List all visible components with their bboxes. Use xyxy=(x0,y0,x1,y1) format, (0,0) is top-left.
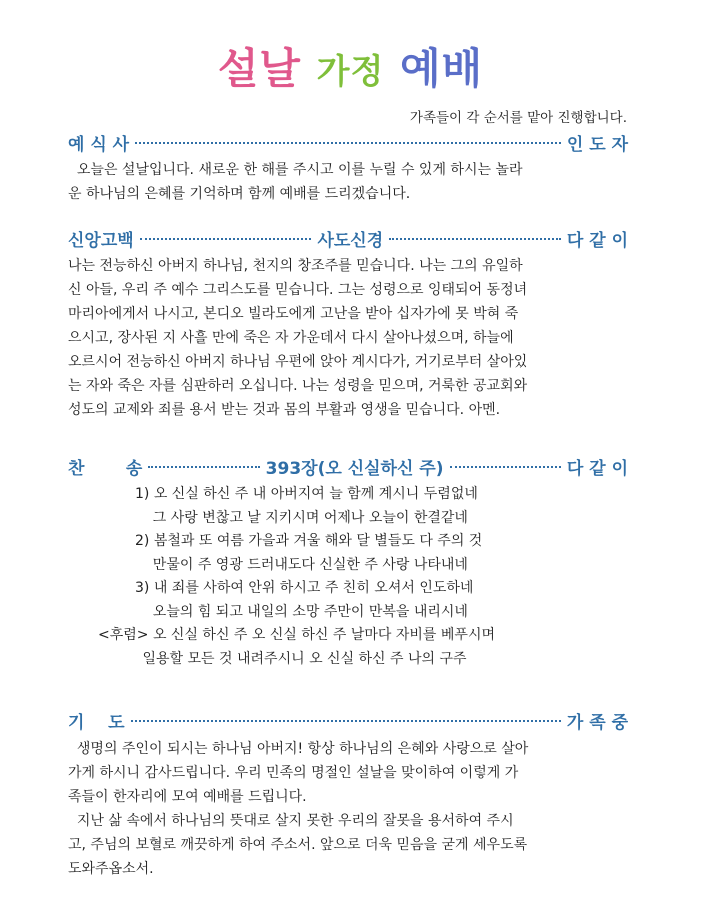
dotted-leader xyxy=(148,466,259,468)
section-role: 다 같 이 xyxy=(566,458,628,479)
text-line: 족들이 한자리에 모여 예배를 드립니다. xyxy=(68,789,307,805)
section-label: 예 식 사 xyxy=(68,134,130,155)
text-line: 성도의 교제와 죄를 용서 받는 것과 몸의 부활과 영생을 믿습니다. 아멘. xyxy=(68,402,501,418)
section-title: 사도신경 xyxy=(317,230,384,251)
lyric-line: 그 사랑 변찮고 날 지키시며 어제나 오늘이 한결같네 xyxy=(135,509,468,526)
text-line: 지난 삶 속에서 하나님의 뜻대로 살지 못한 우리의 잘못을 용서하여 주시 xyxy=(68,813,514,829)
text-line: 오르시어 전능하신 아버지 하나님 우편에 앉아 계시다가, 거기로부터 살아있 xyxy=(68,354,528,370)
section-role: 다 같 이 xyxy=(566,230,629,251)
text-line: 나는 전능하신 아버지 하나님, 천지의 창조주를 믿습니다. 나는 그의 유일하 xyxy=(68,258,523,274)
opening-text xyxy=(68,158,628,206)
page-title xyxy=(0,36,701,96)
text-line: 도와주옵소서. xyxy=(68,861,154,877)
dotted-leader xyxy=(140,238,312,240)
dotted-leader xyxy=(389,238,561,240)
text-line: 가게 하시니 감사드립니다. 우리 민족의 명절인 설날을 맞이하여 이렇게 가 xyxy=(68,765,519,781)
dotted-leader xyxy=(135,142,561,144)
text-line: 고, 주님의 보혈로 깨끗하게 하여 주소서. 앞으로 더욱 믿음을 굳게 세우도록 xyxy=(68,837,528,853)
dotted-leader xyxy=(450,466,561,468)
title-part-2: 가정 xyxy=(316,52,385,92)
section-label: 신앙고백 xyxy=(68,230,134,251)
section-label: 찬 송 xyxy=(68,458,143,479)
section-header-creed xyxy=(68,226,628,250)
section-header-hymn xyxy=(68,454,628,478)
title-part-3: 예배 xyxy=(399,44,484,93)
section-label: 기 도 xyxy=(68,712,125,733)
dotted-leader xyxy=(131,720,561,722)
title-part-1: 설날 xyxy=(217,44,302,93)
hymn-lyrics xyxy=(98,483,495,671)
creed-text xyxy=(68,254,628,422)
text-line: 신 아들, 우리 주 예수 그리스도를 믿습니다. 그는 성령으로 잉태되어 동정녀 xyxy=(68,282,528,298)
lyric-line: 오늘의 힘 되고 내일의 소망 주만이 만복을 내리시네 xyxy=(135,603,468,620)
text-line: 생명의 주인이 되시는 하나님 아버지! 항상 하나님의 은혜와 사랑으로 살아 xyxy=(68,741,529,757)
text-line: 는 자와 죽은 자를 심판하러 오십니다. 나는 성령을 믿으며, 거룩한 공교회와 xyxy=(68,378,528,394)
lyric-line: 1) 오 신실 하신 주 내 아버지여 늘 함께 계시니 두렴없네 xyxy=(135,486,478,502)
intro-note: 가족들이 각 순서를 맡아 진행합니다. xyxy=(409,110,627,126)
lyric-line: 3) 내 죄를 사하여 안위 하시고 주 친히 오셔서 인도하네 xyxy=(135,580,474,596)
text-line: 마리아에게서 나시고, 본디오 빌라도에게 고난을 받아 십자가에 못 박혀 죽 xyxy=(68,306,519,322)
section-role: 가 족 중 xyxy=(566,712,628,733)
prayer-text xyxy=(68,737,628,881)
section-title: 393장(오 신실하신 주) xyxy=(265,458,444,479)
section-header-opening xyxy=(68,130,628,154)
section-header-prayer xyxy=(68,708,628,732)
text-line: 운 하나님의 은혜를 기억하며 함께 예배를 드리겠습니다. xyxy=(68,186,411,202)
lyric-line: 2) 봄철과 또 여름 가을과 겨울 해와 달 별들도 다 주의 것 xyxy=(135,533,483,549)
section-role: 인 도 자 xyxy=(566,134,628,155)
lyric-line: 만물이 주 영광 드러내도다 신실한 주 사랑 나타내네 xyxy=(135,556,468,573)
text-line: 오늘은 설날입니다. 새로운 한 해를 주시고 이를 누릴 수 있게 하시는 놀라 xyxy=(68,162,523,178)
lyric-line: <후렴> 오 신실 하신 주 오 신실 하신 주 날마다 자비를 베푸시며 xyxy=(98,627,495,643)
lyric-line: 일용할 모든 것 내려주시니 오 신실 하신 주 나의 구주 xyxy=(98,650,467,667)
text-line: 으시고, 장사된 지 사흘 만에 죽은 자 가운데서 다시 살아나셨으며, 하늘에 xyxy=(68,330,514,346)
